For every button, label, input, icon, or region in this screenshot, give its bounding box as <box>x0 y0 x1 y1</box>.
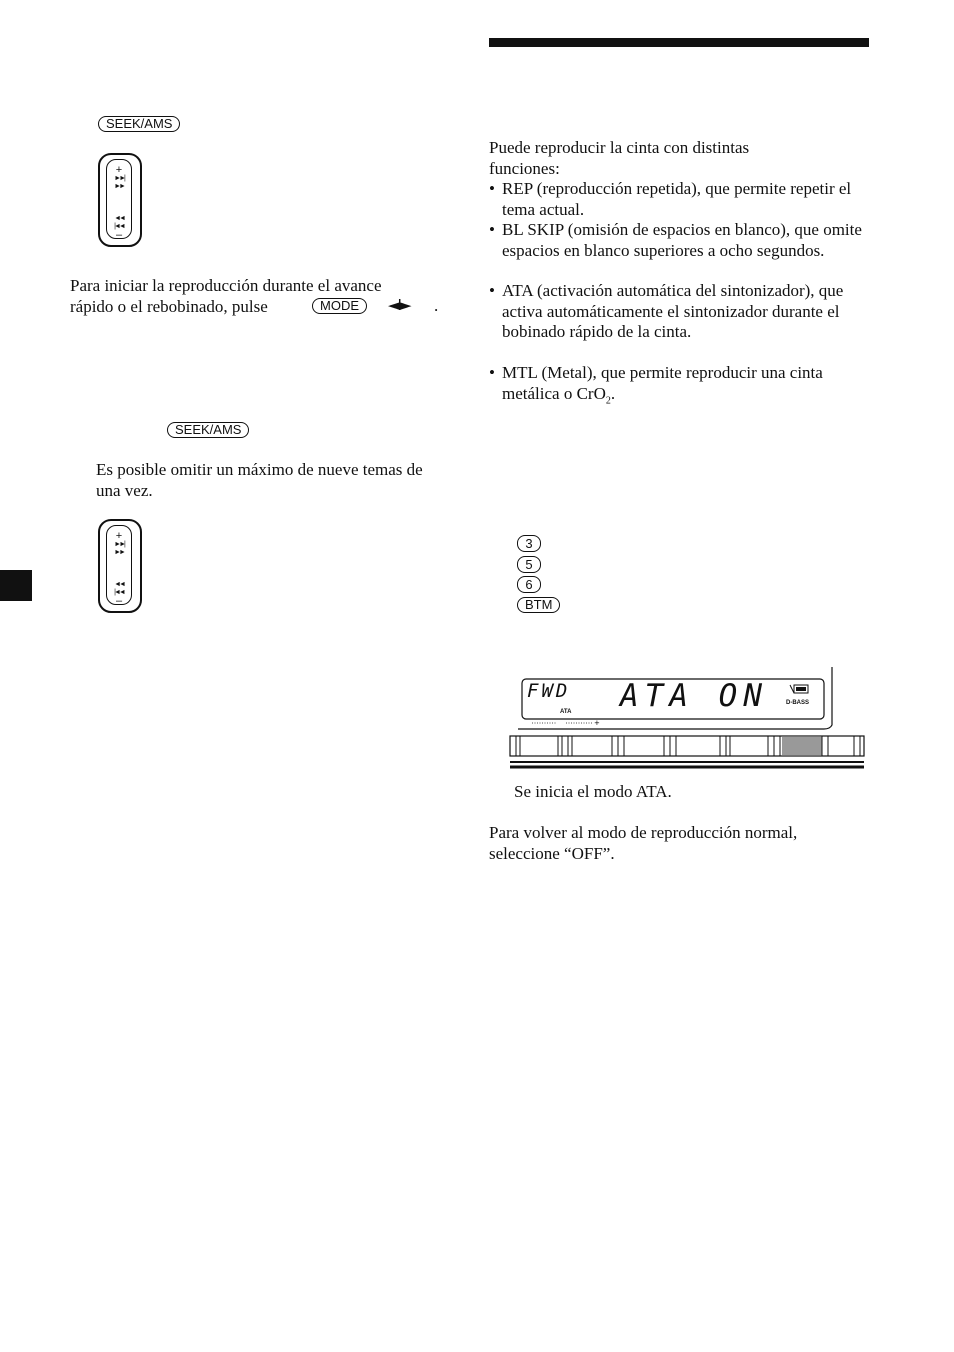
bullet-mtl-end: . <box>610 383 616 403</box>
bullet-blskip: • BL SKIP (omisión de espacios en blanco), que omite espacios en blanco superiores a ocho segundos. <box>489 220 869 261</box>
display-mode-text: FWD <box>527 680 571 702</box>
page-tab <box>0 570 32 601</box>
seek-ams-key-label-2: SEEK/AMS <box>167 422 249 438</box>
prev-track-icon: |◄◄ <box>114 589 124 596</box>
seek-rocker-button-2 <box>98 519 142 613</box>
bullet-ata: • ATA (activación automática del sintonizador), que activa automáticamente el sintonizador durante el bobinado rápido de la cinta. <box>489 281 869 343</box>
bullet-blskip-text: BL SKIP (omisión de espacios en blanco), que omite espacios en blanco superiores a ocho segundos. <box>502 220 862 260</box>
intro-paragraph: Puede reproducir la cinta con distintas funciones: <box>489 138 750 178</box>
skip-paragraph: Es posible omitir un máximo de nueve temas de una vez. <box>96 460 423 500</box>
bullet-mtl: • MTL (Metal), que permite reproducir una cinta metálica o CrO$_2$. <box>489 363 823 406</box>
playback-period: . <box>434 296 439 315</box>
key-3-label: 3 <box>517 535 541 552</box>
key-5-label: 5 <box>517 556 541 573</box>
bullet-rep-text: REP (reproducción repetida), que permite repetir el tema actual. <box>502 179 852 219</box>
display-dbass-indicator: D-BASS <box>786 700 810 706</box>
next-track-icon: ►►| <box>114 175 124 182</box>
prev-track-icon: |◄◄ <box>114 223 124 230</box>
rewind-icon: ◄◄ <box>114 581 124 588</box>
btm-key-label: BTM <box>517 597 560 613</box>
display-ata-indicator: ATA <box>560 709 572 715</box>
bullet-mtl-subscript: 2 <box>605 394 611 406</box>
minus-icon: – <box>115 229 123 241</box>
next-track-icon: ►►| <box>114 541 124 548</box>
plus-icon: + <box>115 164 123 176</box>
display-main-text: ATA ON <box>620 678 768 714</box>
mode-key-label: MODE <box>312 298 367 314</box>
unit-display-illustration <box>508 665 868 773</box>
seek-arrows-icon: ◄I► <box>388 296 410 314</box>
playback-line-2: rápido o el rebobinado, pulse <box>70 296 268 316</box>
svg-text:+: + <box>594 719 600 727</box>
seek-rocker-button <box>98 153 142 247</box>
bullet-ata-text: ATA (activación automática del sintonizador), que activa automáticamente el sintonizador durante el bobinado rápido de la cinta. <box>502 281 844 341</box>
fast-forward-icon: ►► <box>114 183 124 190</box>
fast-forward-icon: ►► <box>114 549 124 556</box>
rewind-icon: ◄◄ <box>114 215 124 222</box>
plus-icon: + <box>115 530 123 542</box>
header-rule <box>489 38 869 47</box>
bullet-rep: • REP (reproducción repetida), que permite repetir el tema actual. <box>489 179 852 219</box>
ata-caption: Se inicia el modo ATA. <box>514 782 672 801</box>
normal-mode-paragraph: Para volver al modo de reproducción normal, seleccione “OFF”. <box>489 823 798 863</box>
minus-icon: – <box>115 595 123 607</box>
bullet-mtl-text: MTL (Metal), que permite reproducir una cinta metálica o CrO <box>502 363 823 403</box>
key-6-label: 6 <box>517 576 541 593</box>
playback-line-1: Para iniciar la reproducción durante el avance <box>70 276 382 295</box>
seek-ams-key-label: SEEK/AMS <box>98 116 180 132</box>
